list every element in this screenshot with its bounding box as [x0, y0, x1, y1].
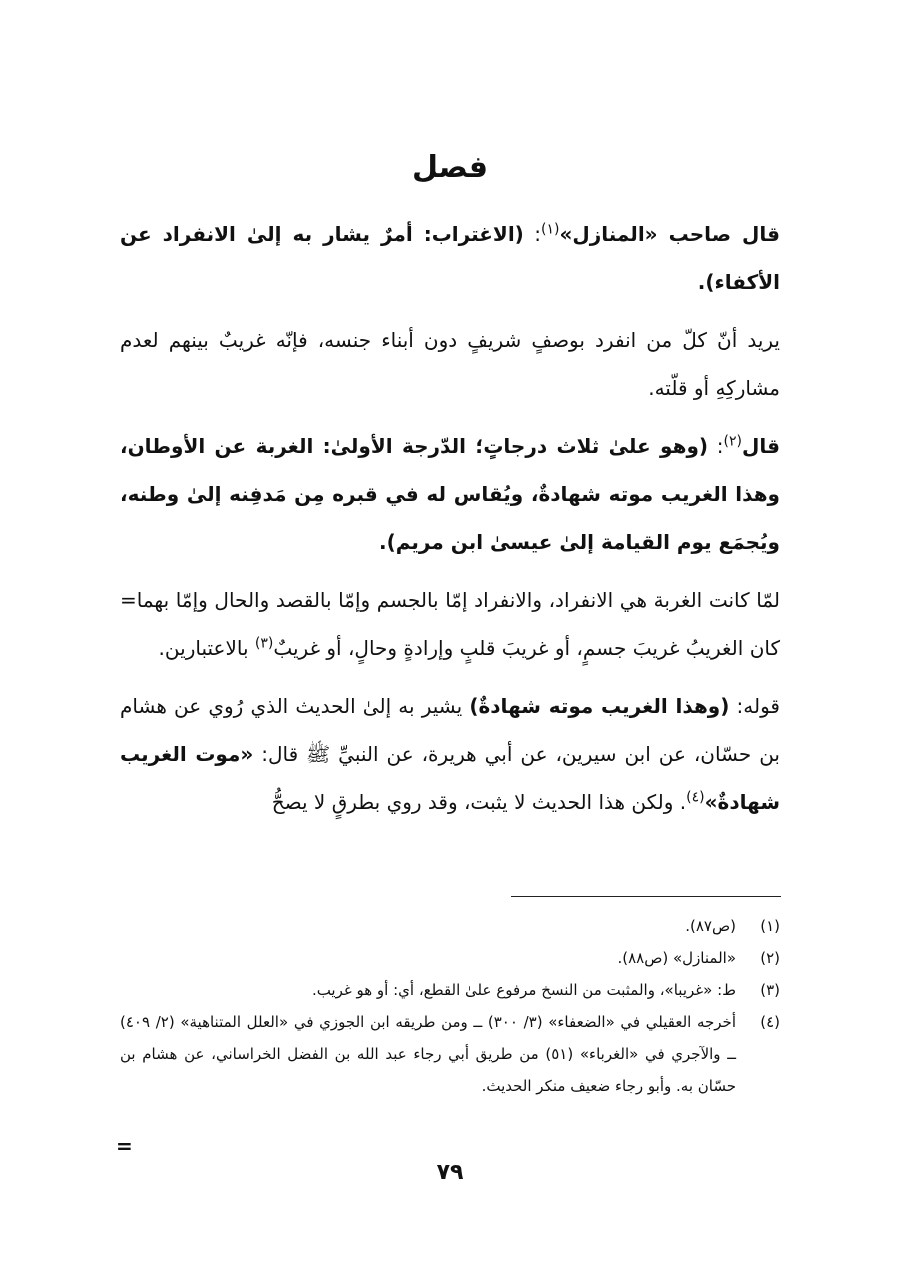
- footnote-text: «المنازل» (ص٨٨).: [617, 949, 736, 967]
- quoted-phrase: (وهذا الغريب موته شهادةٌ): [469, 694, 730, 718]
- commentary-text: لمّا كانت الغربة هي الانفراد، والانفراد إمّا بالجسم وإمّا بالقصد والحال وإمّا بهما= كان الغريبُ غريبَ جسمٍ، أو غريبَ قلبٍ وإرادةٍ وحالٍ، أو غريبٌ: [120, 588, 780, 660]
- footnote-text: (ص٨٧).: [685, 917, 736, 935]
- footnote-3: [120, 974, 780, 1006]
- footnote-divider: [511, 896, 781, 897]
- paragraph-4: [120, 576, 780, 672]
- commentary-text-end: بالاعتبارين.: [158, 636, 255, 660]
- commentary-text-end: . ولكن هذا الحديث لا يثبت، وقد روي بطرقٍ لا يصحُّ: [271, 790, 687, 814]
- page-number: ٧٩: [436, 1160, 464, 1185]
- paragraph-1: [120, 210, 780, 306]
- footnote-ref-1[interactable]: (١): [540, 221, 560, 238]
- section-title: فصل: [412, 150, 488, 185]
- footnote-2: [120, 942, 780, 974]
- paragraph-2: [120, 316, 780, 412]
- footnote-number: (٤): [760, 1013, 780, 1031]
- paragraph-3: [120, 422, 780, 566]
- author-reference: قال صاحب «المنازل»: [559, 222, 780, 246]
- footnote-1: [120, 910, 780, 942]
- footnote-number: (٣): [760, 981, 780, 999]
- footnote-ref-3[interactable]: (٣): [254, 635, 274, 652]
- footnote-text: أخرجه العقيلي في «الضعفاء» (٣/ ٣٠٠) ــ ومن طريقه ابن الجوزي في «العلل المتناهية» (٢/ ٤٠٩) ــ والآجري في «الغرباء» (٥١) من طريق أبي رجاء عبد الله بن الفضل الخراساني، عن هشام بن حسّان به. وأبو رجاء ضعيف منكر الحديث.: [120, 1013, 737, 1095]
- page-body: [120, 148, 780, 836]
- said-label: قال: [742, 434, 780, 458]
- footnote-ref-2[interactable]: (٢): [723, 433, 743, 450]
- footnote-4: [120, 1006, 780, 1102]
- commentary-lead: قوله:: [729, 694, 780, 718]
- footnotes: [120, 910, 780, 1102]
- quoted-text: (وهو علىٰ ثلاث درجاتٍ؛ الدّرجة الأولىٰ: الغربة عن الأوطان، وهذا الغريب موته شهادةٌ، ويُقاس له في قبره مِن مَدفِنه إلىٰ وطنه، ويُجمَع يوم القيامة إلىٰ عيسىٰ ابن مريم).: [120, 434, 780, 554]
- continuation-mark: =: [116, 1134, 133, 1158]
- quoted-text: (الاغتراب: أمرٌ يشار به إلىٰ الانفراد عن الأكفاء).: [120, 222, 780, 294]
- hadith-text: «موت الغريب شهادةٌ»: [120, 742, 780, 814]
- footnote-text: ط: «غريبا»، والمثبت من النسخ مرفوع علىٰ القطع، أي: أو هو غريب.: [311, 981, 736, 999]
- paragraph-5: [120, 682, 780, 826]
- colon: :: [708, 434, 724, 458]
- footnote-ref-4[interactable]: (٤): [686, 789, 705, 806]
- colon: :: [523, 222, 541, 246]
- footnote-number: (٢): [760, 949, 780, 967]
- footnote-number: (١): [760, 917, 780, 935]
- commentary-text: يريد أنّ كلّ من انفرد بوصفٍ شريفٍ دون أبناء جنسه، فإنّه غريبٌ بينهم لعدم مشاركِهِ أو قلّته.: [120, 328, 780, 400]
- commentary-text: يشير به إلىٰ الحديث الذي رُوي عن هشام بن حسّان، عن ابن سيرين، عن أبي هريرة، عن النبيِّ ﷺ قال:: [120, 694, 780, 766]
